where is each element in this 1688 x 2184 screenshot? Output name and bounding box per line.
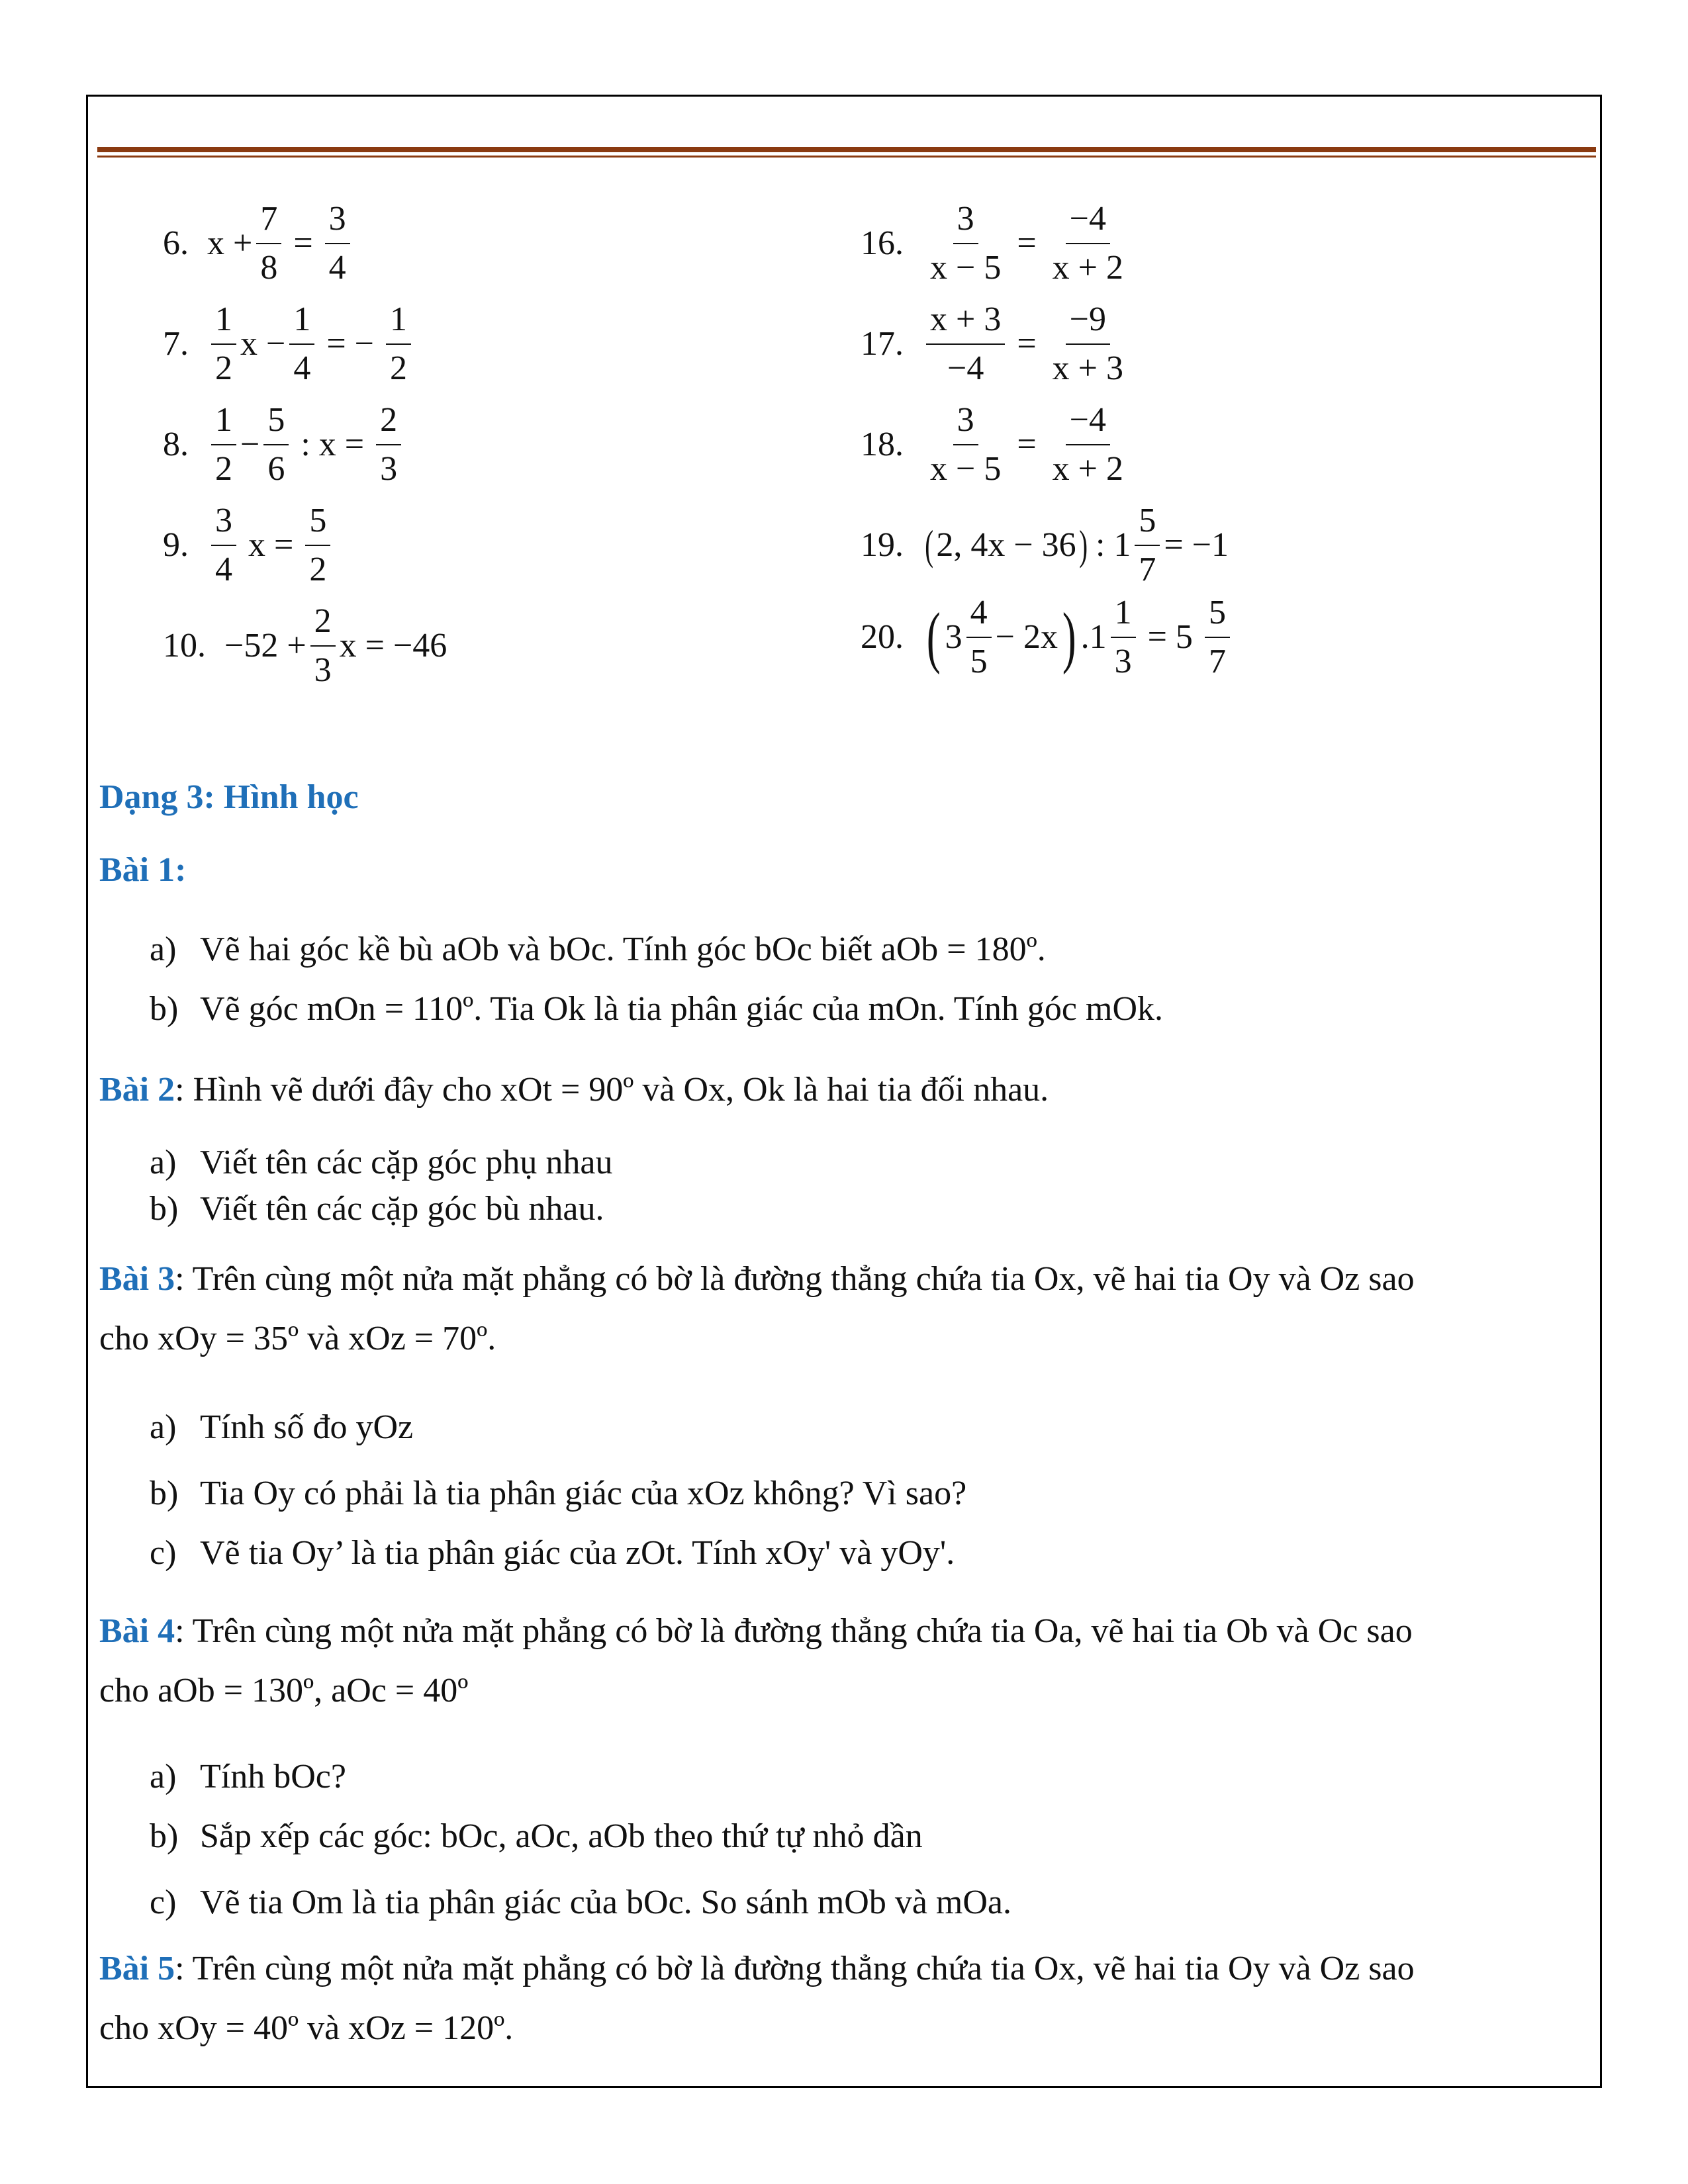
bai1-title: Bài 1: — [99, 851, 187, 889]
bai2-b: b) Viết tên các cặp góc bù nhau. — [150, 1190, 604, 1228]
equation-19: 19. ( 2, 4x − 36 ) : 1 $\frac{5}{7}$ = −1 — [861, 502, 1229, 589]
fraction: $\frac{5}{6}$ — [263, 402, 289, 488]
fraction: $\frac{5}{7}$ — [1135, 502, 1160, 588]
bai5-heading: Bài 5: Trên cùng một nửa mặt phẳng có bờ là đường thẳng chứa tia Ox, vẽ hai tia Oy và Oz sao — [99, 1950, 1415, 1987]
bai4-b: b) Sắp xếp các góc: bOc, aOc, aOb theo thứ tự nhỏ dần — [150, 1817, 923, 1855]
fraction: $\frac{-9}{x + 3}$ — [1052, 300, 1123, 388]
equation-10: 10. −52 + $\frac{2}{3}$ x = −46 — [163, 602, 447, 690]
bai4-a: a) Tính bOc? — [150, 1758, 346, 1796]
equation-20: 20. ( 3 $\frac{4}{5}$ − 2x ) .1 $\frac{1}{3}$ = 5 $\frac{5}{7}$ — [861, 594, 1234, 680]
fraction: $\frac{1}{3}$ — [1111, 594, 1136, 680]
fraction: $\frac{3}{x - 5}$ — [930, 401, 1002, 488]
bai2-a: a) Viết tên các cặp góc phụ nhau — [150, 1144, 613, 1181]
fraction: $\frac{1}{2}$ — [211, 402, 236, 488]
equation-18: 18. $\frac{3}{x - 5}$ = $\frac{-4}{x + 2}$ — [861, 402, 1131, 488]
fraction: $\frac{3}{x - 5}$ — [930, 200, 1002, 287]
bai5-heading-cont: cho xOy = 40º và xOz = 120º. — [99, 2009, 514, 2047]
fraction: $\frac{-4}{x + 2}$ — [1052, 200, 1123, 287]
bai3-a: a) Tính số đo yOz — [150, 1408, 414, 1446]
fraction: $\frac{1}{4}$ — [289, 301, 314, 387]
fraction: $\frac{2}{3}$ — [376, 402, 401, 488]
equation-9: 9. $\frac{3}{4}$ x = $\frac{5}{2}$ — [163, 502, 334, 588]
bai3-heading-cont: cho xOy = 35º và xOz = 70º. — [99, 1320, 496, 1357]
fraction: $\frac{4}{5}$ — [966, 594, 992, 680]
fraction: $\frac{5}{7}$ — [1205, 594, 1230, 680]
bai4-heading-cont: cho aOb = 130º, aOc = 40º — [99, 1672, 469, 1709]
bai2-heading: Bài 2: Hình vẽ dưới đây cho xOt = 90º và Ox, Ok là hai tia đối nhau. — [99, 1071, 1049, 1109]
bai3-b: b) Tia Oy có phải là tia phân giác của xOz không? Vì sao? — [150, 1475, 967, 1512]
fraction: $\frac{7}{8}$ — [256, 201, 281, 287]
bai3-heading: Bài 3: Trên cùng một nửa mặt phẳng có bờ là đường thẳng chứa tia Ox, vẽ hai tia Oy và Oz sao — [99, 1260, 1415, 1298]
equation-8: 8. $\frac{1}{2}$ − $\frac{5}{6}$ : x = $\frac{2}{3}$ — [163, 402, 405, 488]
equation-6: 6. x + $\frac{7}{8}$ = $\frac{3}{4}$ — [163, 201, 354, 287]
fraction: $\frac{1}{2}$ — [211, 301, 236, 387]
fraction: $\frac{x + 3}{-4}$ — [926, 301, 1005, 387]
equation-17: 17. $\frac{x + 3}{-4}$ = $\frac{-9}{x + 3}$ — [861, 301, 1131, 387]
header-rule — [97, 147, 1596, 152]
fraction: $\frac{-4}{x + 2}$ — [1052, 401, 1123, 488]
fraction: $\frac{1}{2}$ — [386, 301, 411, 387]
header-rule-thin — [97, 156, 1596, 158]
bai1-a: a) Vẽ hai góc kề bù aOb và bOc. Tính góc bOc biết aOb = 180º. — [150, 931, 1046, 968]
bai3-c: c) Vẽ tia Oy’ là tia phân giác của zOt. Tính xOy' và yOy'. — [150, 1534, 955, 1572]
fraction: $\frac{3}{4}$ — [211, 502, 236, 588]
bai1-b: b) Vẽ góc mOn = 110º. Tia Ok là tia phân giác của mOn. Tính góc mOk. — [150, 990, 1164, 1028]
fraction: $\frac{5}{2}$ — [305, 502, 330, 588]
section-title: Dạng 3: Hình học — [99, 778, 359, 816]
bai4-c: c) Vẽ tia Om là tia phân giác của bOc. So sánh mOb và mOa. — [150, 1884, 1011, 1921]
fraction: $\frac{3}{4}$ — [325, 201, 350, 287]
bai4-heading: Bài 4: Trên cùng một nửa mặt phẳng có bờ là đường thẳng chứa tia Oa, vẽ hai tia Ob và Oc sao — [99, 1612, 1413, 1650]
equation-7: 7. $\frac{1}{2}$ x − $\frac{1}{4}$ = − $\frac{1}{2}$ — [163, 301, 415, 387]
equation-16: 16. $\frac{3}{x - 5}$ = $\frac{-4}{x + 2}$ — [861, 201, 1131, 287]
fraction: $\frac{2}{3}$ — [310, 603, 336, 689]
